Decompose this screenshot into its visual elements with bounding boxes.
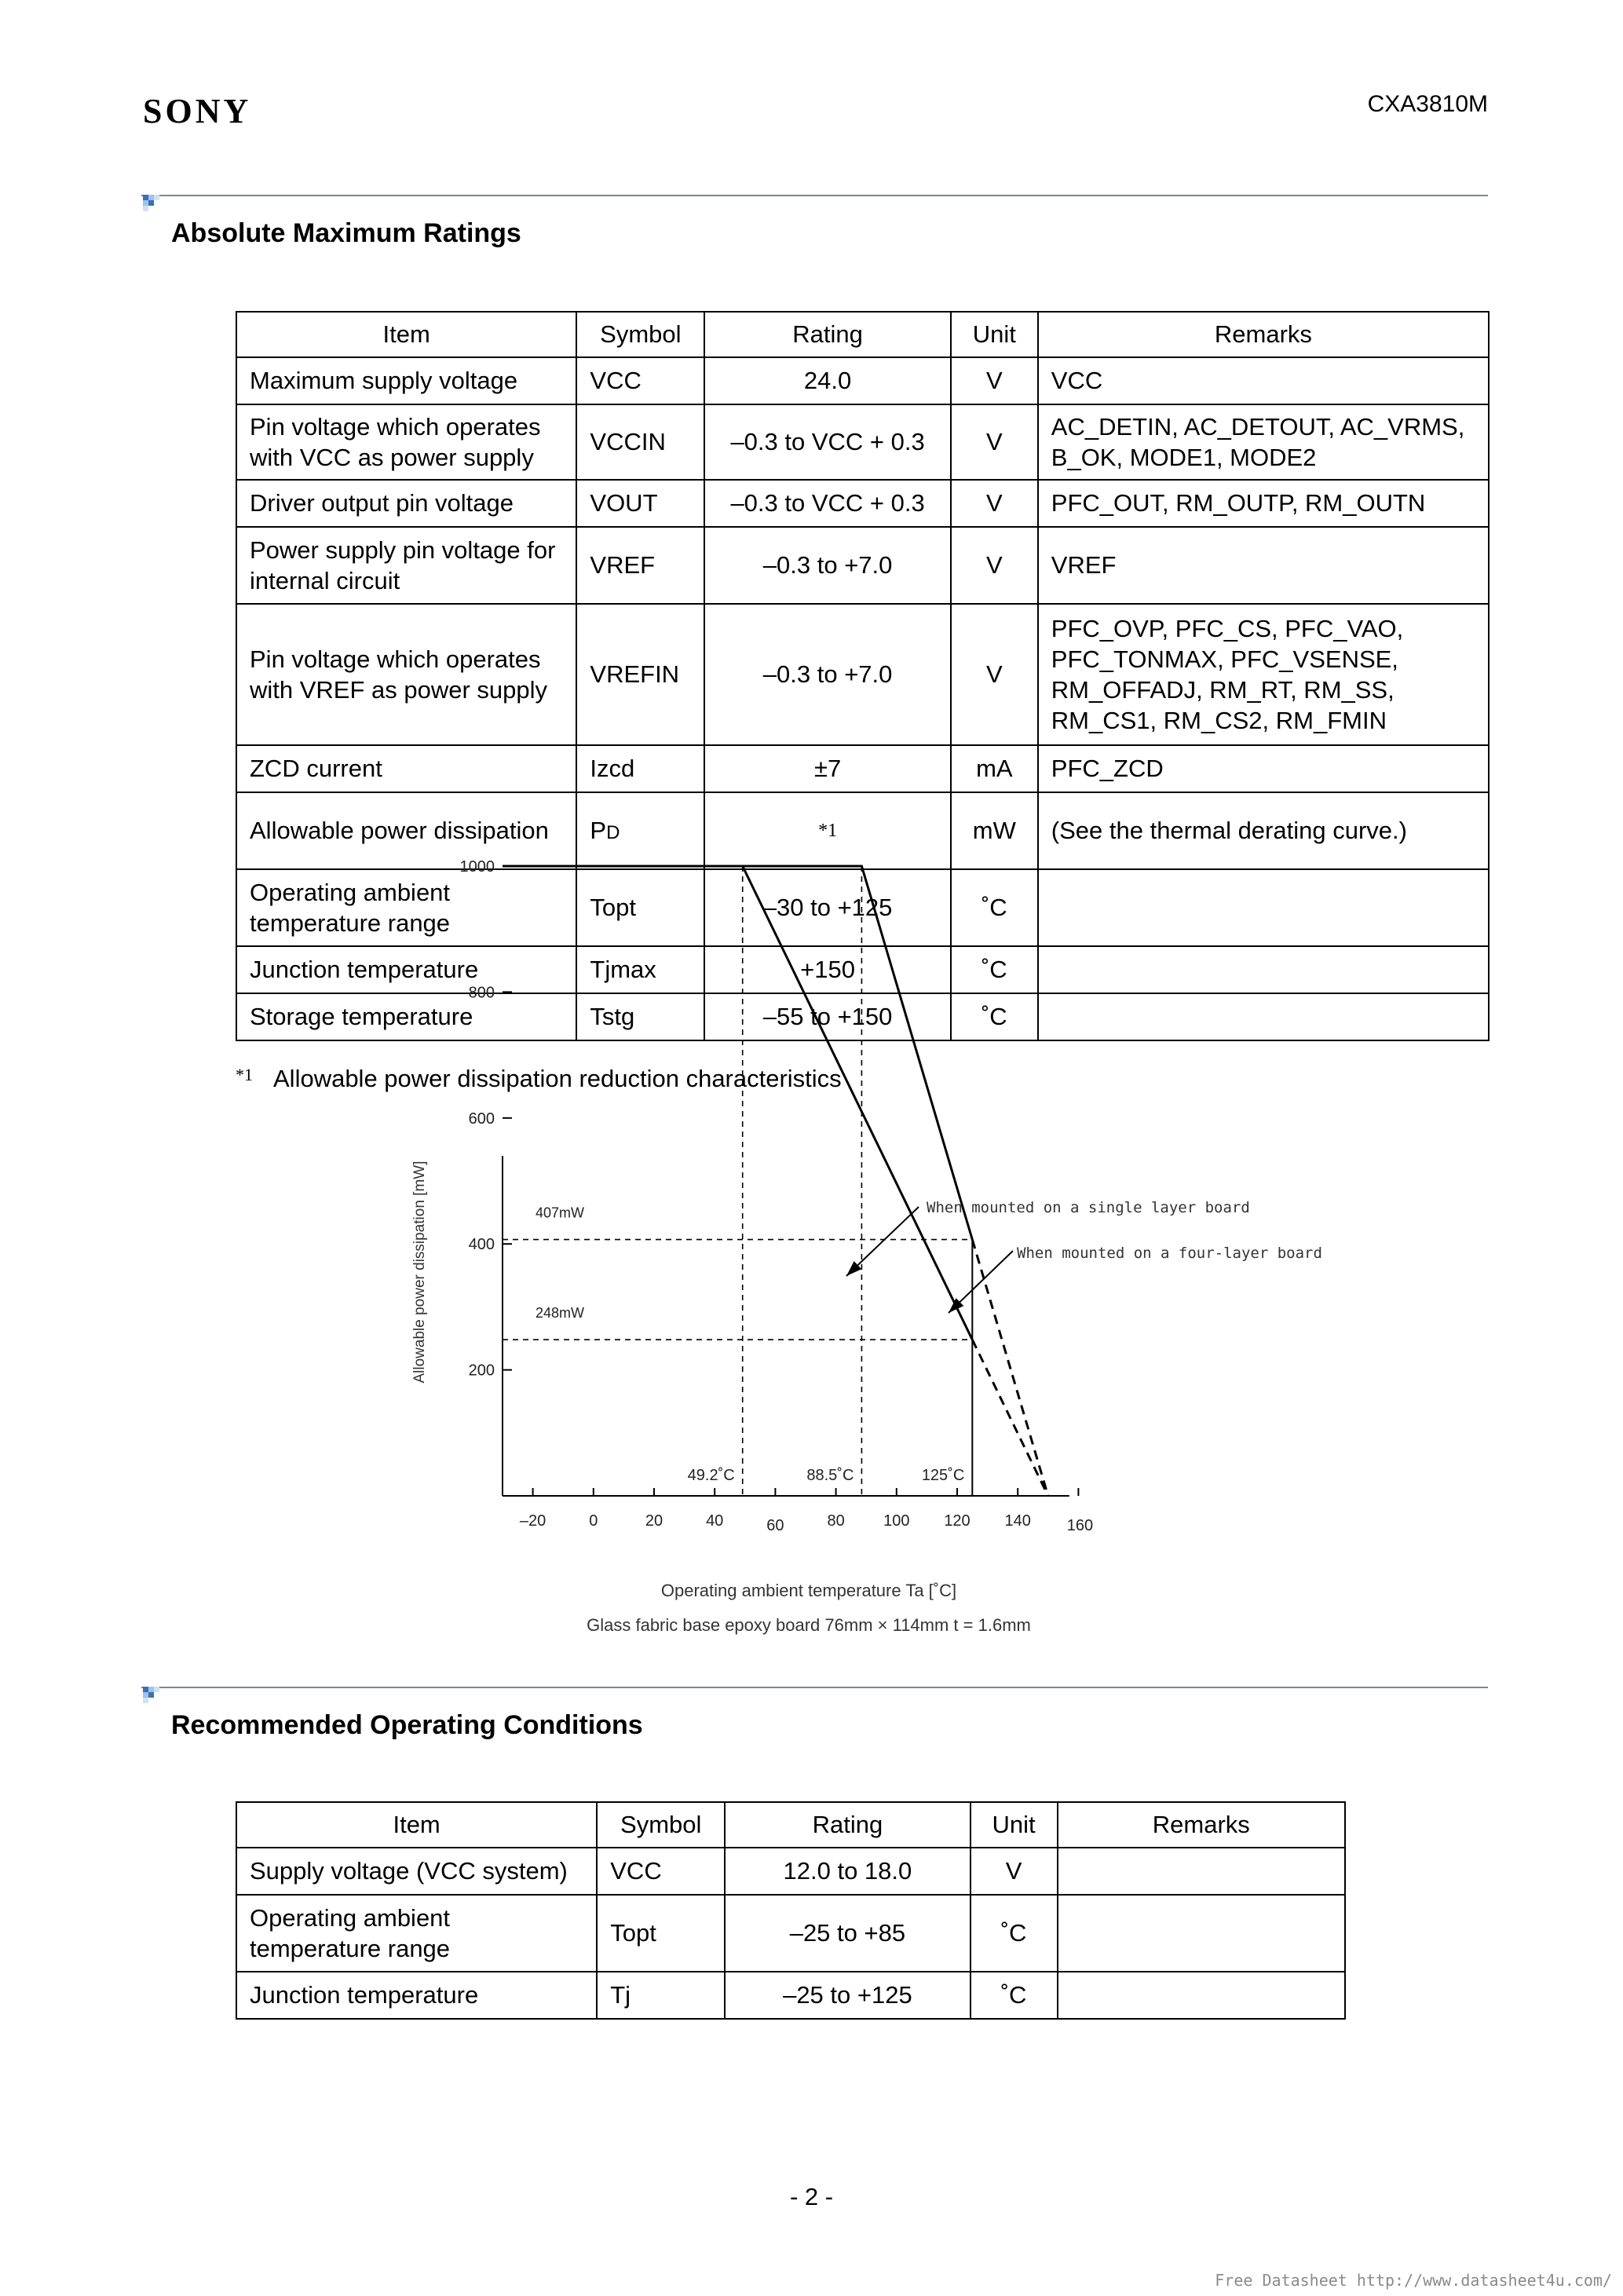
chart-note: Glass fabric base epoxy board 76mm × 114mm t = 1.6mm: [587, 1615, 1031, 1635]
cell-unit: V: [951, 404, 1038, 480]
cell-unit: V: [951, 480, 1038, 527]
x-tick-label: 0: [589, 1512, 598, 1530]
cell-symbol: VCCIN: [576, 404, 704, 480]
cell-unit: ˚C: [971, 1895, 1058, 1972]
column-header: Symbol: [576, 312, 704, 357]
x-marker-label: 125˚C: [921, 1467, 965, 1484]
cell-symbol: VREFIN: [576, 604, 704, 745]
cell-rating: +150: [704, 946, 951, 993]
section-rule: [141, 1687, 1488, 1688]
brand-logo: SONY: [143, 92, 252, 130]
y-marker-label: 407mW: [536, 1205, 585, 1221]
cell-unit: V: [971, 1848, 1058, 1895]
cell-unit: ˚C: [951, 993, 1038, 1040]
cell-symbol: VCC: [576, 357, 704, 404]
cell-item: Junction temperature: [236, 1972, 597, 2019]
cell-unit: mW: [951, 792, 1038, 869]
x-tick-label: 40: [706, 1512, 724, 1530]
cell-remarks: PFC_OUT, RM_OUTP, RM_OUTN: [1038, 480, 1489, 527]
cell-symbol: Izcd: [576, 745, 704, 792]
y-tick-label: 800: [468, 984, 495, 1002]
series-line: [503, 866, 972, 1240]
cell-rating: –30 to +125: [704, 869, 951, 946]
section-title-absolute-maximum-ratings: Absolute Maximum Ratings: [171, 218, 521, 248]
cell-symbol: PD: [576, 792, 704, 869]
cell-unit: V: [951, 604, 1038, 745]
cell-item: Maximum supply voltage: [236, 357, 576, 404]
column-header: Symbol: [597, 1802, 725, 1848]
section-title-recommended-operating-conditions: Recommended Operating Conditions: [171, 1710, 643, 1740]
x-tick-label: –20: [519, 1512, 546, 1530]
column-header: Rating: [704, 312, 951, 357]
cell-symbol: VREF: [576, 527, 704, 604]
table-row: [236, 1848, 1345, 1895]
cell-item: Allowable power dissipation: [236, 792, 576, 869]
cell-unit: ˚C: [951, 946, 1038, 993]
cell-item: Pin voltage which operates with VREF as power supply: [236, 604, 576, 745]
footnote-mark: *1: [236, 1065, 253, 1084]
x-tick-label: 20: [645, 1512, 663, 1530]
x-tick-label: 160: [1066, 1517, 1094, 1534]
column-header: Rating: [725, 1802, 970, 1848]
column-header: Item: [236, 312, 576, 357]
cell-rating: –25 to +125: [725, 1972, 970, 2019]
x-marker-label: 49.2˚C: [687, 1467, 735, 1484]
cell-symbol: Topt: [576, 869, 704, 946]
y-tick-label: 600: [468, 1110, 495, 1128]
y-tick-label: 200: [468, 1362, 495, 1380]
cell-remarks: VREF: [1038, 527, 1489, 604]
cell-remarks: [1058, 1848, 1345, 1895]
cell-symbol: Tj: [597, 1972, 725, 2019]
recommended-operating-conditions-table: [236, 1801, 1346, 2020]
series-extension-dashed: [972, 1340, 1048, 1496]
column-header: Remarks: [1038, 312, 1489, 357]
cell-unit: ˚C: [971, 1972, 1058, 2019]
cell-item: Supply voltage (VCC system): [236, 1848, 597, 1895]
cell-item: Pin voltage which operates with VCC as power supply: [236, 404, 576, 480]
cell-rating: –0.3 to +7.0: [704, 604, 951, 745]
x-tick-label: 120: [944, 1512, 971, 1530]
cell-symbol: Tjmax: [576, 946, 704, 993]
cell-rating: 12.0 to 18.0: [725, 1848, 970, 1895]
cell-rating: *1: [704, 792, 951, 869]
cell-item: Driver output pin voltage: [236, 480, 576, 527]
cell-rating: 24.0: [704, 357, 951, 404]
chart-series: [503, 866, 1048, 1496]
cell-item: Operating ambient temperature range: [236, 1895, 597, 1972]
table-row: [236, 1972, 1345, 2019]
cell-remarks: VCC: [1038, 357, 1489, 404]
cell-unit: mA: [951, 745, 1038, 792]
column-header: Item: [236, 1802, 597, 1848]
table-header-row: [236, 1802, 1345, 1848]
cell-rating: –0.3 to +7.0: [704, 527, 951, 604]
cell-rating: –25 to +85: [725, 1895, 970, 1972]
page-number: - 2 -: [789, 2183, 834, 2210]
cell-symbol: VOUT: [576, 480, 704, 527]
cell-unit: V: [951, 357, 1038, 404]
x-tick-label: 140: [1004, 1512, 1031, 1530]
cell-symbol: Tstg: [576, 993, 704, 1040]
column-header: Unit: [951, 312, 1038, 357]
cell-item: Junction temperature: [236, 946, 576, 993]
y-axis-label: Allowable power dissipation [mW]: [411, 1161, 428, 1384]
cell-rating: ±7: [704, 745, 951, 792]
x-axis-label: Operating ambient temperature Ta [˚C]: [660, 1581, 957, 1600]
cell-remarks: [1058, 1972, 1345, 2019]
x-tick-label: 80: [827, 1512, 845, 1530]
column-header: Remarks: [1058, 1802, 1345, 1848]
cell-remarks: [1058, 1895, 1345, 1972]
watermark: Free Datasheet http://www.datasheet4u.com/: [1215, 2271, 1612, 2290]
part-number: CXA3810M: [1367, 91, 1488, 117]
cell-remarks: (See the thermal derating curve.): [1038, 792, 1489, 869]
cell-rating: –0.3 to VCC + 0.3: [704, 480, 951, 527]
cell-unit: ˚C: [951, 869, 1038, 946]
legend-single-layer: When mounted on a single layer board: [927, 1199, 1250, 1216]
symbol-subscript: D: [606, 822, 620, 844]
x-marker-label: 88.5˚C: [806, 1467, 854, 1484]
footnote-text: Allowable power dissipation reduction characteristics: [273, 1065, 842, 1092]
cell-symbol: Topt: [597, 1895, 725, 1972]
cell-item: Power supply pin voltage for internal circuit: [236, 527, 576, 604]
cell-remarks: AC_DETIN, AC_DETOUT, AC_VRMS, B_OK, MODE1, MODE2: [1038, 404, 1489, 480]
cell-unit: V: [951, 527, 1038, 604]
cell-rating: –55 to +150: [704, 993, 951, 1040]
cell-remarks: PFC_OVP, PFC_CS, PFC_VAO, PFC_TONMAX, PFC_VSENSE, RM_OFFADJ, RM_RT, RM_SS, RM_CS1, RM_CS2, RM_FMIN: [1038, 604, 1489, 745]
cell-rating: –0.3 to VCC + 0.3: [704, 404, 951, 480]
cell-item: Storage temperature: [236, 993, 576, 1040]
series-line: [503, 866, 972, 1340]
cell-item: Operating ambient temperature range: [236, 869, 576, 946]
chart-annotations: [503, 866, 1013, 1496]
cell-symbol: VCC: [597, 1848, 725, 1895]
y-marker-label: 248mW: [536, 1305, 585, 1322]
table-row: [236, 1895, 1345, 1972]
x-tick-label: 60: [766, 1517, 784, 1534]
legend-four-layer: When mounted on a four-layer board: [1017, 1245, 1322, 1262]
y-tick-label: 1000: [459, 858, 495, 876]
column-header: Unit: [971, 1802, 1058, 1848]
x-tick-label: 100: [883, 1512, 910, 1530]
chart-axes: [460, 858, 1094, 1534]
y-tick-label: 400: [468, 1236, 495, 1254]
cell-remarks: PFC_ZCD: [1038, 745, 1489, 792]
cell-item: ZCD current: [236, 745, 576, 792]
